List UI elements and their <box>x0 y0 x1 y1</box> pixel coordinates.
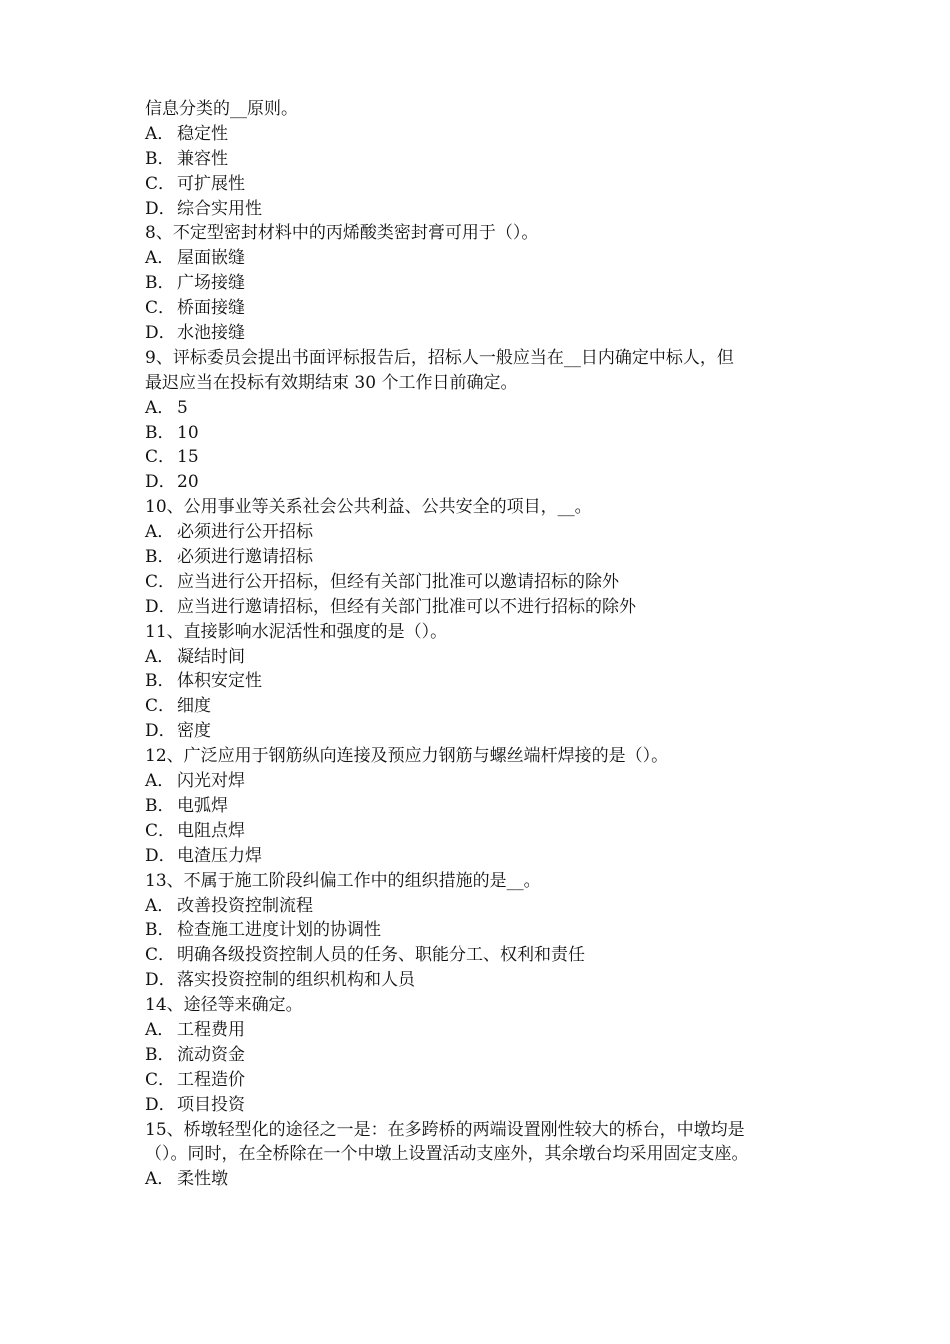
answer-option <box>145 645 815 670</box>
question-stem-line: 11、直接影响水泥活性和强度的是（）。 <box>145 621 448 642</box>
answer-option <box>145 819 815 844</box>
answer-option <box>145 769 815 794</box>
option-text: 改善投资控制流程 <box>177 895 313 916</box>
answer-option <box>145 545 815 570</box>
answer-option <box>145 1018 815 1043</box>
option-letter: A． <box>145 771 175 792</box>
question-stem-line: 最迟应当在投标有效期结束 30 个工作日前确定。 <box>145 372 518 393</box>
question-block <box>145 97 815 221</box>
option-letter: D． <box>145 845 176 866</box>
answer-option <box>145 246 815 271</box>
answer-option <box>145 943 815 968</box>
answer-option <box>145 271 815 296</box>
answer-option <box>145 147 815 172</box>
answer-option <box>145 918 815 943</box>
answer-option <box>145 1043 815 1068</box>
question-stem-line: 10、公用事业等关系社会公共利益、公共安全的项目，__。 <box>145 497 592 518</box>
option-text: 细度 <box>177 696 211 717</box>
option-letter: B． <box>145 1044 175 1065</box>
question-block <box>145 346 815 495</box>
option-text: 检查施工进度计划的协调性 <box>177 920 381 941</box>
option-letter: D． <box>145 596 176 617</box>
option-letter: A． <box>145 1169 175 1190</box>
option-letter: C． <box>145 298 176 319</box>
option-text: 必须进行邀请招标 <box>177 547 313 568</box>
option-text: 密度 <box>177 721 211 742</box>
option-text: 凝结时间 <box>177 646 245 667</box>
question-block <box>145 993 815 1117</box>
option-text: 闪光对焊 <box>177 771 245 792</box>
option-letter: B． <box>145 547 175 568</box>
option-text: 15 <box>177 447 199 468</box>
option-letter: C． <box>145 447 176 468</box>
option-letter: D． <box>145 323 176 344</box>
option-letter: A． <box>145 123 175 144</box>
option-text: 20 <box>177 472 199 493</box>
answer-option <box>145 1068 815 1093</box>
question-stem-line: 9、评标委员会提出书面评标报告后，招标人一般应当在__日内确定中标人，但 <box>145 347 734 368</box>
question-block <box>145 495 815 619</box>
option-letter: D． <box>145 721 176 742</box>
option-text: 落实投资控制的组织机构和人员 <box>177 970 415 991</box>
option-text: 工程费用 <box>177 1019 245 1040</box>
option-text: 柔性墩 <box>177 1169 228 1190</box>
option-text: 电渣压力焊 <box>177 845 262 866</box>
option-letter: C． <box>145 1069 176 1090</box>
question-block <box>145 744 815 868</box>
answer-option <box>145 894 815 919</box>
answer-option <box>145 844 815 869</box>
answer-option <box>145 396 815 421</box>
option-letter: C． <box>145 820 176 841</box>
option-letter: B． <box>145 273 175 294</box>
option-text: 明确各级投资控制人员的任务、职能分工、权利和责任 <box>177 945 585 966</box>
question-block <box>145 1118 815 1193</box>
option-text: 电阻点焊 <box>177 820 245 841</box>
answer-option <box>145 172 815 197</box>
option-letter: C． <box>145 173 176 194</box>
answer-option <box>145 968 815 993</box>
option-text: 可扩展性 <box>177 173 245 194</box>
option-text: 综合实用性 <box>177 198 262 219</box>
answer-option <box>145 296 815 321</box>
question-stem-line: 8、不定型密封材料中的丙烯酸类密封膏可用于（）。 <box>145 223 539 244</box>
answer-option <box>145 669 815 694</box>
option-text: 项目投资 <box>177 1094 245 1115</box>
option-letter: B． <box>145 671 175 692</box>
option-text: 体积安定性 <box>177 671 262 692</box>
answer-option <box>145 794 815 819</box>
option-letter: C． <box>145 945 176 966</box>
question-block <box>145 221 815 345</box>
option-letter: D． <box>145 970 176 991</box>
option-letter: D． <box>145 198 176 219</box>
answer-option <box>145 197 815 222</box>
question-block <box>145 869 815 993</box>
option-letter: A． <box>145 895 175 916</box>
answer-option <box>145 1167 815 1192</box>
option-letter: D． <box>145 472 176 493</box>
question-stem-line: 信息分类的__原则。 <box>145 99 298 119</box>
option-letter: B． <box>145 422 175 443</box>
option-letter: A． <box>145 1019 175 1040</box>
answer-option <box>145 694 815 719</box>
document-page <box>145 97 815 1192</box>
option-text: 水池接缝 <box>177 323 245 344</box>
option-letter: A． <box>145 522 175 543</box>
answer-option <box>145 1093 815 1118</box>
option-text: 应当进行邀请招标，但经有关部门批准可以不进行招标的除外 <box>177 596 636 617</box>
option-letter: A． <box>145 248 175 269</box>
answer-option <box>145 445 815 470</box>
option-letter: B． <box>145 920 175 941</box>
answer-option <box>145 321 815 346</box>
option-letter: D． <box>145 1094 176 1115</box>
option-letter: C． <box>145 696 176 717</box>
answer-option <box>145 570 815 595</box>
option-letter: A． <box>145 646 175 667</box>
option-text: 广场接缝 <box>177 273 245 294</box>
answer-option <box>145 595 815 620</box>
question-stem-line: 13、不属于施工阶段纠偏工作中的组织措施的是__。 <box>145 870 541 891</box>
question-stem-line: 15、桥墩轻型化的途径之一是：在多跨桥的两端设置刚性较大的桥台，中墩均是 <box>145 1119 745 1140</box>
answer-option <box>145 719 815 744</box>
option-text: 屋面嵌缝 <box>177 248 245 269</box>
option-text: 兼容性 <box>177 148 228 169</box>
option-letter: B． <box>145 148 175 169</box>
question-stem-line: （）。同时，在全桥除在一个中墩上设置活动支座外，其余墩台均采用固定支座。 <box>145 1144 749 1165</box>
question-block <box>145 620 815 744</box>
option-text: 必须进行公开招标 <box>177 522 313 543</box>
option-letter: C． <box>145 571 176 592</box>
option-text: 桥面接缝 <box>177 298 245 319</box>
option-text: 稳定性 <box>177 123 228 144</box>
answer-option <box>145 520 815 545</box>
question-stem-line: 14、途径等来确定。 <box>145 995 303 1016</box>
answer-option <box>145 421 815 446</box>
option-text: 电弧焊 <box>177 795 228 816</box>
option-text: 10 <box>177 422 199 443</box>
option-text: 流动资金 <box>177 1044 245 1065</box>
question-stem-line: 12、广泛应用于钢筋纵向连接及预应力钢筋与螺丝端杆焊接的是（）。 <box>145 746 669 767</box>
option-text: 应当进行公开招标，但经有关部门批准可以邀请招标的除外 <box>177 571 619 592</box>
option-text: 5 <box>177 397 188 418</box>
option-letter: B． <box>145 795 175 816</box>
option-letter: A． <box>145 397 175 418</box>
answer-option <box>145 122 815 147</box>
option-text: 工程造价 <box>177 1069 245 1090</box>
answer-option <box>145 470 815 495</box>
